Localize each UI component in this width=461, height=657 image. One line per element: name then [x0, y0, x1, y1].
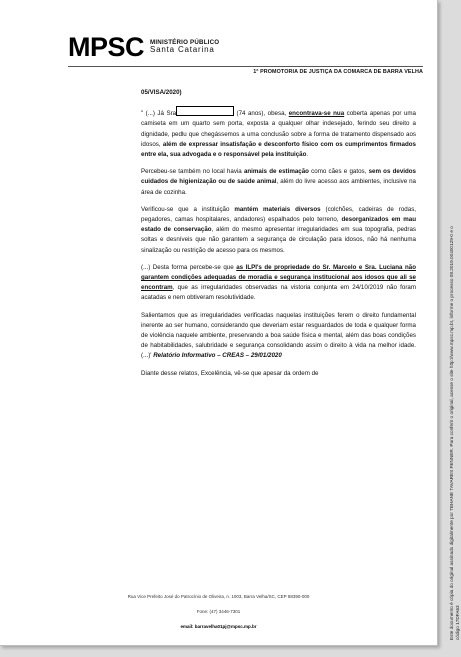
p1-text-d: coberta apenas por uma camiseta em um quarto sem porta, exposta a qualquer olhar indesejado, ferindo seu direito a dignidade, pedlu que chegássemos a uma conclusão sobre a forma de tratamento dispensado aos idosos,	[141, 110, 416, 148]
p1-text-a: " (...) Já Sra	[141, 110, 177, 118]
paragraph-4	[141, 263, 416, 304]
paragraph-5	[141, 311, 416, 362]
footer-address: Rua Vice Prefeito José do Patrocínio de Oliveira, n. 1003, Barra Velha/SC, CEP 88390-000	[127, 594, 310, 599]
p1-text-f: .	[306, 151, 309, 159]
footer-phone: Fone: (47) 3446-7301	[196, 609, 241, 614]
footer-email: email: barravelha01pj@mpsc.mp.br	[180, 624, 257, 629]
p4-text-c: , que as irregularidades observadas na vistoria conjunta em 24/10/2019 não foram acatadas e nem obtiveram resolutividade.	[141, 284, 416, 302]
p4-text-a: (...) Desta forma percebe-se que	[141, 263, 237, 271]
redaction-box	[176, 106, 234, 116]
report-reference: 05/VISA/2020)	[141, 89, 182, 96]
logo-line-santa-catarina: Santa Catarina	[150, 45, 215, 55]
paragraph-1	[141, 106, 416, 160]
p3-text-a: Verificou-se que a instituição	[141, 205, 235, 213]
p3-text-e: , além do mesmo apresentar irregularidades em sua topografia, pedras soltas e desníveis que não garantem a segurança de circulação para idosos, não há nenhuma sinalização ou restrição de acesso para os mesmos.	[141, 226, 417, 254]
p3-emphasis-materials: mantém materiais diversos	[234, 205, 321, 213]
paragraph-2	[141, 167, 416, 198]
p1-emphasis-nude: encontrava-se nua	[288, 110, 345, 118]
signature-note-line-1: Este documento é cópia do original assinado digitalmente por TEHANE TAVARES FENNER. Para conferir o original, acesse o site http://www.mpsc.mp.br, informe o processo 08.2019.00400129-0 e o	[449, 226, 454, 640]
p5-report-citation: Relatório Informativo – CREAS – 29/01/2020	[153, 352, 282, 360]
document-body	[141, 88, 416, 386]
p1-text-b: (74 anos), obesa,	[234, 110, 289, 118]
mpsc-logo	[68, 30, 219, 64]
promotoria-heading: 1ª PROMOTORIA DE JUSTIÇA DA COMARCA DE BARRA VELHA	[253, 69, 423, 75]
p3-text-c: (colchões, cadeiras de rodas, pegadores, camas hospitalares, andadores) espalhados pelo terreno,	[141, 205, 417, 224]
paragraph-3	[141, 205, 416, 256]
p3-emphasis-conservation: desorganizados em mau estado de conservação	[141, 216, 416, 234]
digital-signature-note	[449, 10, 461, 640]
p2-emphasis-hygiene: sem os devidos cuidados de higienização ou de saúde animal	[141, 168, 416, 186]
logo-text	[150, 40, 219, 55]
p5-text-a: Salientamos que as irregularidades verificadas naquelas instituições ferem o direito fundamental inerente ao ser humano, considerando que deveriam estar resguardados de toda e qualquer forma de violência naquele ambiente, preservando a boa saúde física e mental, além das boas condições de habitabilidades, salubridade e segurança consolidando assim o direito à vida na melhor idade. (...)'	[141, 311, 416, 360]
header-rule	[68, 66, 423, 67]
logo-line-ministerio: MINISTÉRIO PÚBLICO	[150, 38, 220, 46]
p2-text-c: como cães e gatos,	[308, 168, 369, 176]
p1-emphasis-discomfort: além de expressar insatisfação e desconforto físico com os cumprimentos firmados entre ela, sua advogada e o responsável pela instituição	[141, 140, 416, 159]
p4-emphasis-ilpi: as ILPI's de propriedade do Sr. Marcelo e Sra. Luciana não garantem condições adequadas de moradia e segurança institucional aos idosos que ali se encontram	[141, 263, 416, 292]
paragraph-6: Diante desse relatos, Excelência, vê-se que apesar da ordem de	[141, 369, 319, 377]
signature-note-line-2: código 17DFA63	[455, 605, 460, 640]
p2-text-a: Percebeu-se também no local havia	[141, 168, 244, 176]
p2-text-e: , além do livre acesso aos ambientes, inclusive na área de cozinha.	[141, 178, 416, 196]
page-footer	[0, 593, 437, 638]
p2-emphasis-pets: animais de estimação	[243, 168, 309, 176]
logo-mark: MPSC	[68, 31, 145, 62]
